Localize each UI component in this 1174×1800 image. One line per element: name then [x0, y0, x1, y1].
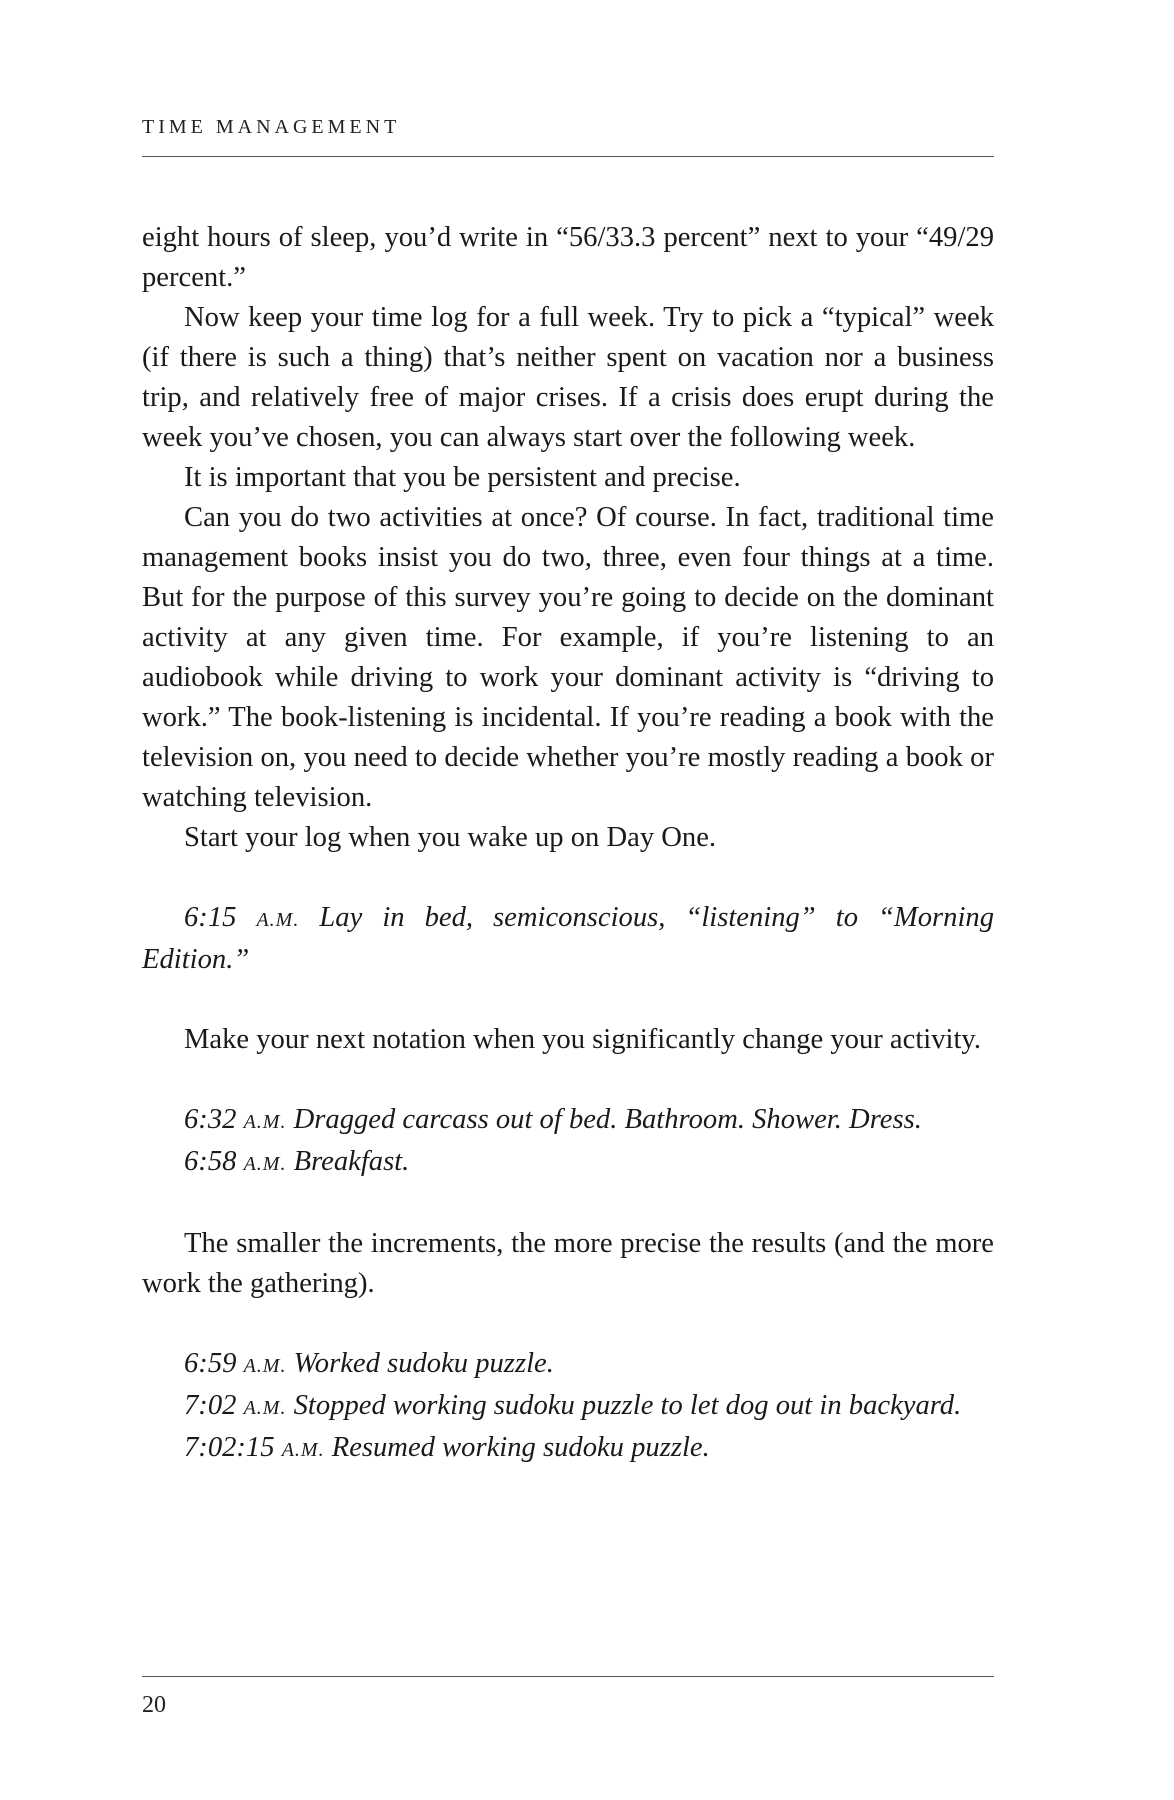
- spacer: [142, 1060, 994, 1100]
- log-text: Dragged carcass out of bed. Bathroom. Shower. Dress.: [286, 1104, 922, 1135]
- log-time: 6:15: [184, 902, 237, 933]
- page-number: 20: [142, 1692, 166, 1718]
- log-ampm: A.M.: [256, 909, 300, 931]
- header-rule: [142, 156, 994, 157]
- log-time: 6:59: [184, 1348, 237, 1379]
- book-page: [142, 0, 994, 1800]
- paragraph: eight hours of sleep, you’d write in “56/33.3 percent” next to your “49/29 percent.”: [142, 222, 994, 293]
- paragraph: The smaller the increments, the more precise the results (and the more work the gathering).: [142, 1228, 994, 1299]
- log-time: 6:32: [184, 1104, 237, 1135]
- spacer: [142, 858, 994, 898]
- log-time: 7:02: [184, 1390, 237, 1421]
- footer-rule: [142, 1676, 994, 1677]
- log-entry: [142, 1428, 994, 1470]
- paragraph: Now keep your time log for a full week. Try to pick a “typical” week (if there is such a thing) that’s neither spent on vacation nor a business trip, and relatively free of major crises. If a crisis does erupt during the week you’ve chosen, you can always start over the following week.: [142, 302, 994, 453]
- spacer: [142, 1184, 994, 1224]
- log-text: Lay in bed, semiconscious, “listening” to “Morning Edition.”: [142, 902, 995, 975]
- log-text: Resumed working sudoku puzzle.: [324, 1432, 710, 1463]
- spacer: [142, 1304, 994, 1344]
- log-text: Worked sudoku puzzle.: [286, 1348, 554, 1379]
- log-entry: [142, 1142, 994, 1184]
- log-ampm: A.M.: [243, 1355, 287, 1377]
- log-entry: [142, 1344, 994, 1386]
- paragraph: Make your next notation when you significantly change your activity.: [184, 1024, 981, 1055]
- log-ampm: A.M.: [243, 1397, 287, 1419]
- paragraph: Start your log when you wake up on Day One.: [184, 822, 717, 853]
- log-entry: [142, 1386, 994, 1428]
- log-ampm: A.M.: [281, 1439, 325, 1461]
- paragraph: It is important that you be persistent and precise.: [184, 462, 741, 493]
- running-head: TIME MANAGEMENT: [142, 116, 401, 138]
- log-text: Breakfast.: [286, 1146, 410, 1177]
- body-text: [142, 218, 994, 1470]
- log-ampm: A.M.: [243, 1153, 287, 1175]
- log-text: Stopped working sudoku puzzle to let dog out in backyard.: [286, 1390, 962, 1421]
- log-ampm: A.M.: [243, 1111, 287, 1133]
- paragraph: Can you do two activities at once? Of course. In fact, traditional time management books insist you do two, three, even four things at a time. But for the purpose of this survey you’re going to decide on the dominant activity at any given time. For example, if you’re listening to an audiobook while driving to work your dominant activity is “driving to work.” The book-listening is incidental. If you’re reading a book with the television on, you need to decide whether you’re mostly reading a book or watching television.: [142, 502, 994, 813]
- log-time: 6:58: [184, 1146, 237, 1177]
- log-time: 7:02:15: [184, 1432, 275, 1463]
- log-entry: [142, 1100, 994, 1142]
- log-entry: [142, 898, 994, 980]
- spacer: [142, 980, 994, 1020]
